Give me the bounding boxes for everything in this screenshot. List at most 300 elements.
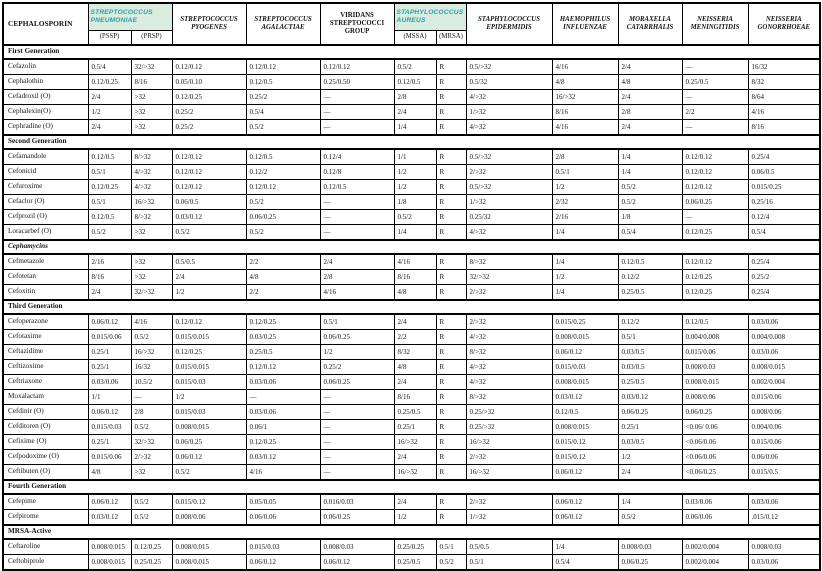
mic-value-cell: 0.12/0.25: [246, 435, 320, 450]
mic-value-cell: R: [436, 494, 466, 510]
table-row: [3, 254, 820, 270]
table-row: [3, 360, 820, 375]
mic-value-cell: 0.015/0.25: [748, 180, 820, 195]
mic-value-cell: 0.03/0.5: [618, 360, 682, 375]
mic-value-cell: R: [436, 390, 466, 405]
table-row: [3, 330, 820, 345]
mic-value-cell: 0.5/2: [618, 180, 682, 195]
mic-value-cell: 0.008/0.015: [172, 420, 246, 435]
mic-value-cell: 0.25/2: [172, 120, 246, 136]
mic-value-cell: >32: [131, 270, 172, 285]
mic-value-cell: 0.5/1: [552, 165, 618, 180]
mic-value-cell: 0.03/0.06: [88, 375, 131, 390]
mic-value-cell: 0.06/0.25: [320, 510, 394, 526]
mic-value-cell: R: [436, 420, 466, 435]
mic-value-cell: 2/>32: [466, 450, 552, 465]
mic-value-cell: 8/>32: [466, 345, 552, 360]
mic-value-cell: 0.12/0.5: [552, 405, 618, 420]
mic-value-cell: R: [436, 165, 466, 180]
table-body: [3, 45, 820, 570]
mic-value-cell: 0.06/0.12: [552, 465, 618, 481]
mic-value-cell: 2/8: [618, 105, 682, 120]
mic-value-cell: 0.5/2: [394, 59, 436, 75]
mic-value-cell: 0.03/0.25: [246, 330, 320, 345]
mic-value-cell: 8/32: [748, 75, 820, 90]
mic-value-cell: 0.25/2: [320, 360, 394, 375]
mic-value-cell: 0.03/0.12: [246, 450, 320, 465]
mic-value-cell: 0.25/2: [748, 270, 820, 285]
mic-value-cell: 0.008/0.015: [172, 539, 246, 555]
mic-value-cell: 0.12/2: [246, 165, 320, 180]
mic-value-cell: 1/8: [394, 195, 436, 210]
mic-value-cell: 4/8: [394, 360, 436, 375]
mic-value-cell: 0.03/0.12: [552, 390, 618, 405]
mic-value-cell: 0.12/0.25: [172, 345, 246, 360]
mic-value-cell: 0.06/0.5: [748, 165, 820, 180]
mic-value-cell: 8/16: [394, 390, 436, 405]
mic-value-cell: 2/16: [88, 254, 131, 270]
mic-value-cell: 0.016/0.03: [320, 494, 394, 510]
mic-value-cell: R: [436, 314, 466, 330]
mic-value-cell: —: [682, 120, 748, 136]
mic-value-cell: —: [682, 90, 748, 105]
mic-value-cell: 0.015/0.03: [246, 539, 320, 555]
mic-value-cell: 2/>32: [466, 314, 552, 330]
mic-value-cell: 2/4: [394, 314, 436, 330]
section-title: Cephamycins: [3, 240, 820, 254]
table-row: [3, 285, 820, 301]
mic-value-cell: 0.12/0.5: [682, 314, 748, 330]
mic-value-cell: 2/>32: [466, 285, 552, 301]
drug-name-cell: Cefamandole: [3, 149, 88, 165]
drug-name-cell: Ceftobiprole: [3, 555, 88, 571]
column-header-m-catarrhalis: MORAXELLA CATARRHALIS: [618, 3, 682, 45]
mic-value-cell: 2/4: [394, 450, 436, 465]
mic-value-cell: —: [320, 210, 394, 225]
mic-value-cell: —: [320, 405, 394, 420]
mic-value-cell: 1/4: [552, 285, 618, 301]
drug-name-cell: Ceftizoxime: [3, 360, 88, 375]
mic-value-cell: 0.5/2: [172, 225, 246, 241]
mic-value-cell: 0.015/0.06: [88, 330, 131, 345]
mic-value-cell: 0.06/0.25: [320, 375, 394, 390]
mic-value-cell: 8/64: [748, 90, 820, 105]
mic-value-cell: 0.12/0.12: [246, 180, 320, 195]
drug-name-cell: Ceftazidime: [3, 345, 88, 360]
mic-value-cell: 0.008/0.06: [172, 510, 246, 526]
header-row-main: [3, 3, 820, 31]
drug-name-cell: Cefaclor (O): [3, 195, 88, 210]
mic-value-cell: 0.015/0.25: [552, 314, 618, 330]
column-header-s-aureus: STAPHYLOCOCCUS AUREUS: [394, 3, 466, 31]
mic-value-cell: 0.015/0.06: [748, 435, 820, 450]
mic-value-cell: >32: [131, 120, 172, 136]
mic-value-cell: 4/16: [552, 59, 618, 75]
mic-value-cell: 0.5/2: [394, 210, 436, 225]
drug-name-cell: Cefmetazole: [3, 254, 88, 270]
mic-value-cell: 0.06/0.5: [172, 195, 246, 210]
column-header-n-gonorrhoeae: NEISSERIA GONORRHOEAE: [748, 3, 820, 45]
mic-value-cell: 1/>32: [466, 510, 552, 526]
subheader-prsp: (PRSP): [131, 31, 172, 46]
column-header-s-pneumoniae: STREPTOCOCCUS PNEUMONIAE: [88, 3, 172, 31]
mic-value-cell: 0.008/0.03: [618, 539, 682, 555]
mic-value-cell: 0.12/0.12: [682, 149, 748, 165]
mic-value-cell: 8/>32: [131, 210, 172, 225]
mic-value-cell: 0.12/0.12: [682, 165, 748, 180]
mic-value-cell: 8/>32: [131, 149, 172, 165]
mic-value-cell: 0.5/2: [131, 420, 172, 435]
mic-value-cell: R: [436, 270, 466, 285]
mic-value-cell: 0.06/0.25: [172, 435, 246, 450]
mic-value-cell: 0.5/4: [88, 59, 131, 75]
table-row: [3, 270, 820, 285]
subheader-pssp: (PSSP): [88, 31, 131, 46]
mic-value-cell: 0.03/0.06: [748, 494, 820, 510]
table-row: [3, 450, 820, 465]
mic-value-cell: R: [436, 465, 466, 481]
mic-value-cell: 0.25/1: [88, 360, 131, 375]
mic-value-cell: .015/0.12: [748, 510, 820, 526]
mic-value-cell: 2/4: [172, 270, 246, 285]
mic-value-cell: 2/8: [394, 90, 436, 105]
drug-name-cell: Cefoperazone: [3, 314, 88, 330]
mic-value-cell: 8/16: [552, 105, 618, 120]
mic-value-cell: 0.12/0.12: [172, 149, 246, 165]
section-title: Second Generation: [3, 135, 820, 149]
mic-value-cell: 0.015/0.5: [748, 465, 820, 481]
mic-value-cell: 0.25/>32: [466, 420, 552, 435]
drug-name-cell: Ceftaroline: [3, 539, 88, 555]
table-row: [3, 345, 820, 360]
mic-value-cell: 0.06/0.25: [618, 555, 682, 571]
mic-value-cell: —: [131, 390, 172, 405]
mic-value-cell: —: [320, 120, 394, 136]
mic-value-cell: 0.12/0.25: [682, 285, 748, 301]
drug-name-cell: Cefazolin: [3, 59, 88, 75]
mic-value-cell: 0.015/0.03: [172, 375, 246, 390]
mic-value-cell: 1/4: [394, 120, 436, 136]
mic-value-cell: 0.12/0.12: [320, 59, 394, 75]
mic-value-cell: 8/16: [394, 270, 436, 285]
mic-value-cell: 0.12/0.12: [246, 360, 320, 375]
mic-value-cell: 0.12/0.5: [320, 180, 394, 195]
mic-value-cell: >32: [131, 254, 172, 270]
table-row: [3, 510, 820, 526]
mic-value-cell: 0.12/0.12: [172, 59, 246, 75]
mic-value-cell: 4/>32: [466, 90, 552, 105]
mic-value-cell: 0.25/32: [466, 210, 552, 225]
mic-value-cell: 0.5/1: [466, 555, 552, 571]
drug-name-cell: Cephalexin(O): [3, 105, 88, 120]
section-row: [3, 525, 820, 539]
drug-name-cell: Cefotaxime: [3, 330, 88, 345]
mic-value-cell: 0.06/0.12: [246, 555, 320, 571]
mic-value-cell: 0.12/0.25: [131, 539, 172, 555]
mic-value-cell: 0.06/0.12: [88, 405, 131, 420]
mic-value-cell: 2/4: [618, 120, 682, 136]
mic-value-cell: 4/>32: [466, 360, 552, 375]
mic-value-cell: 8/>32: [466, 254, 552, 270]
mic-value-cell: 4/16: [246, 465, 320, 481]
drug-name-cell: Cefotetan: [3, 270, 88, 285]
mic-value-cell: 0.03/0.06: [682, 494, 748, 510]
mic-value-cell: R: [436, 75, 466, 90]
subheader-mrsa: (MRSA): [436, 31, 466, 46]
mic-value-cell: >32: [131, 105, 172, 120]
mic-value-cell: 0.25/2: [172, 105, 246, 120]
mic-value-cell: 0.008/0.03: [320, 539, 394, 555]
mic-value-cell: 0.25/0.5: [246, 345, 320, 360]
mic-value-cell: 0.002/0.004: [682, 555, 748, 571]
mic-value-cell: 0.12/0.12: [172, 180, 246, 195]
table-row: [3, 105, 820, 120]
mic-value-cell: 1/2: [172, 390, 246, 405]
section-row: [3, 300, 820, 314]
mic-value-cell: 0.06/0.06: [748, 450, 820, 465]
mic-value-cell: 0.25/1: [88, 345, 131, 360]
mic-value-cell: 0.015/0.12: [552, 450, 618, 465]
mic-value-cell: 0.12/8: [320, 165, 394, 180]
mic-value-cell: 4/8: [552, 75, 618, 90]
mic-value-cell: 0.03/0.06: [748, 555, 820, 571]
mic-value-cell: R: [436, 375, 466, 390]
mic-value-cell: 4/>32: [131, 165, 172, 180]
mic-value-cell: 0.5/1: [436, 539, 466, 555]
mic-value-cell: 0.12/4: [320, 149, 394, 165]
mic-value-cell: 4/16: [748, 105, 820, 120]
mic-value-cell: 0.5/>32: [466, 180, 552, 195]
mic-value-cell: 0.25/1: [394, 420, 436, 435]
drug-name-cell: Cephalothin: [3, 75, 88, 90]
table-row: [3, 59, 820, 75]
mic-value-cell: 0.5/2: [172, 465, 246, 481]
mic-value-cell: 0.12/2: [618, 270, 682, 285]
column-header-viridans-group: VIRIDANS STREPTOCOCCI GROUP: [320, 3, 394, 45]
mic-value-cell: 16/32: [748, 59, 820, 75]
mic-value-cell: 0.015/0.015: [172, 330, 246, 345]
mic-value-cell: —: [320, 435, 394, 450]
mic-value-cell: R: [436, 510, 466, 526]
mic-value-cell: 0.12/0.5: [88, 149, 131, 165]
mic-value-cell: 0.5/1: [88, 165, 131, 180]
mic-value-cell: 1/2: [172, 285, 246, 301]
mic-value-cell: 0.06/0.06: [246, 510, 320, 526]
mic-value-cell: 1/>32: [466, 195, 552, 210]
mic-value-cell: 0.25/0.5: [394, 555, 436, 571]
mic-value-cell: 0.06/0.12: [88, 494, 131, 510]
mic-value-cell: 0.015/0.12: [172, 494, 246, 510]
mic-value-cell: <0.06/ 0.06: [682, 420, 748, 435]
mic-value-cell: 2/4: [88, 120, 131, 136]
mic-value-cell: 0.06/0.12: [552, 510, 618, 526]
table-row: [3, 225, 820, 241]
mic-value-cell: 2/2: [394, 330, 436, 345]
mic-value-cell: —: [320, 195, 394, 210]
mic-value-cell: 0.25/0.5: [618, 375, 682, 390]
mic-value-cell: 0.12/0.5: [246, 75, 320, 90]
mic-value-cell: 0.12/0.12: [246, 59, 320, 75]
mic-value-cell: >32: [131, 465, 172, 481]
mic-value-cell: >32: [131, 90, 172, 105]
mic-value-cell: 0.015/0.03: [88, 420, 131, 435]
mic-value-cell: R: [436, 120, 466, 136]
mic-value-cell: 0.5/2: [131, 510, 172, 526]
table-row: [3, 75, 820, 90]
mic-value-cell: 0.008/0.03: [682, 360, 748, 375]
mic-value-cell: R: [436, 59, 466, 75]
table-row: [3, 210, 820, 225]
mic-value-cell: 2/8: [552, 149, 618, 165]
mic-value-cell: —: [682, 59, 748, 75]
mic-value-cell: 1/4: [394, 225, 436, 241]
mic-value-cell: 0.12/0.5: [618, 254, 682, 270]
section-title: Fourth Generation: [3, 480, 820, 494]
mic-value-cell: 10.5/2: [131, 375, 172, 390]
mic-value-cell: 0.25/1: [88, 435, 131, 450]
mic-value-cell: 0.5/2: [436, 555, 466, 571]
section-row: [3, 240, 820, 254]
mic-value-cell: 0.008/0.015: [88, 539, 131, 555]
mic-value-cell: 0.06/0.12: [552, 494, 618, 510]
column-header-s-agalactiae: STREPTOCOCCUS AGALACTIAE: [246, 3, 320, 45]
mic-value-cell: 0.015/0.06: [748, 390, 820, 405]
mic-value-cell: 2/>32: [131, 450, 172, 465]
drug-name-cell: Cefuroxime: [3, 180, 88, 195]
mic-value-cell: 0.008/0.015: [552, 375, 618, 390]
mic-value-cell: 2/4: [88, 285, 131, 301]
mic-value-cell: 2/4: [618, 90, 682, 105]
mic-value-cell: 2/4: [618, 59, 682, 75]
mic-value-cell: 0.12/0.12: [682, 180, 748, 195]
mic-value-cell: —: [320, 450, 394, 465]
table-row: [3, 149, 820, 165]
mic-value-cell: <0.06/0.06: [682, 435, 748, 450]
mic-value-cell: 1/2: [394, 165, 436, 180]
mic-value-cell: 0.12/0.5: [394, 75, 436, 90]
mic-value-cell: 0.015/0.03: [172, 405, 246, 420]
mic-value-cell: 16/32: [131, 360, 172, 375]
column-header-h-influenzae: HAEMOPHILUS INFLUENZAE: [552, 3, 618, 45]
mic-value-cell: 0.03/0.12: [618, 390, 682, 405]
mic-value-cell: 0.25/0.25: [394, 539, 436, 555]
mic-value-cell: R: [436, 405, 466, 420]
mic-value-cell: 0.5/0.5: [466, 539, 552, 555]
mic-value-cell: 1/1: [88, 390, 131, 405]
mic-value-cell: 0.015/0.12: [552, 435, 618, 450]
mic-value-cell: 2/16: [552, 210, 618, 225]
table-row: [3, 90, 820, 105]
table-row: [3, 539, 820, 555]
table-row: [3, 375, 820, 390]
mic-value-cell: 0.06/0.25: [618, 405, 682, 420]
column-header-n-meningitidis: NEISSERIA MENINGITIDIS: [682, 3, 748, 45]
mic-value-cell: 0.008/0.015: [172, 555, 246, 571]
mic-value-cell: 0.25/0.5: [682, 75, 748, 90]
mic-value-cell: <0.06/0.25: [682, 465, 748, 481]
mic-value-cell: 8/16: [748, 120, 820, 136]
mic-value-cell: R: [436, 90, 466, 105]
drug-name-cell: Cephradine (O): [3, 120, 88, 136]
mic-value-cell: 16/>32: [394, 465, 436, 481]
mic-value-cell: 1/2: [394, 180, 436, 195]
mic-value-cell: R: [436, 330, 466, 345]
mic-value-cell: R: [436, 180, 466, 195]
section-title: First Generation: [3, 45, 820, 59]
mic-value-cell: 1/4: [618, 494, 682, 510]
mic-value-cell: 0.002/0.004: [748, 375, 820, 390]
mic-value-cell: 0.004/0.008: [682, 330, 748, 345]
mic-value-cell: 0.05/0.05: [246, 494, 320, 510]
mic-value-cell: 0.008/0.015: [552, 420, 618, 435]
mic-value-cell: —: [320, 90, 394, 105]
mic-value-cell: 2/2: [246, 285, 320, 301]
mic-value-cell: 0.5/1: [320, 314, 394, 330]
mic-value-cell: 0.06/0.12: [552, 345, 618, 360]
table-row: [3, 494, 820, 510]
mic-value-cell: 4/>32: [466, 330, 552, 345]
mic-value-cell: 4/16: [320, 285, 394, 301]
table-header: [3, 3, 820, 45]
mic-value-cell: 2/2: [682, 105, 748, 120]
table-row: [3, 165, 820, 180]
mic-value-cell: 1/4: [552, 225, 618, 241]
table-row: [3, 120, 820, 136]
mic-value-cell: 4/16: [131, 314, 172, 330]
mic-value-cell: 4/8: [618, 75, 682, 90]
mic-value-cell: 0.25/4: [748, 149, 820, 165]
mic-value-cell: 0.015/0.06: [682, 345, 748, 360]
section-title: Third Generation: [3, 300, 820, 314]
mic-value-cell: R: [436, 450, 466, 465]
mic-value-cell: 0.008/0.015: [88, 555, 131, 571]
mic-value-cell: 32/>32: [131, 435, 172, 450]
mic-value-cell: 1/4: [552, 539, 618, 555]
mic-value-cell: 2/4: [320, 254, 394, 270]
mic-value-cell: 0.25/0.25: [131, 555, 172, 571]
mic-value-cell: 0.25/0.50: [320, 75, 394, 90]
table-row: [3, 390, 820, 405]
mic-value-cell: 32/>32: [131, 59, 172, 75]
mic-value-cell: 16/>32: [466, 435, 552, 450]
mic-value-cell: 0.12/0.25: [682, 270, 748, 285]
mic-value-cell: 0.03/0.12: [88, 510, 131, 526]
mic-value-cell: 32/>32: [466, 270, 552, 285]
mic-value-cell: 0.5/>32: [466, 59, 552, 75]
mic-value-cell: 1/1: [394, 149, 436, 165]
mic-value-cell: 2/8: [320, 270, 394, 285]
mic-value-cell: 4/8: [394, 285, 436, 301]
mic-value-cell: R: [436, 195, 466, 210]
mic-value-cell: 0.03/0.06: [246, 375, 320, 390]
mic-value-cell: R: [436, 210, 466, 225]
mic-value-cell: R: [436, 360, 466, 375]
drug-name-cell: Cefpirome: [3, 510, 88, 526]
drug-name-cell: Cefoxitin: [3, 285, 88, 301]
mic-value-cell: 0.12/0.5: [88, 210, 131, 225]
drug-name-cell: Cefprozil (O): [3, 210, 88, 225]
mic-value-cell: 0.5/4: [552, 555, 618, 571]
drug-name-cell: Cefixime (O): [3, 435, 88, 450]
mic-value-cell: 16/>32: [466, 465, 552, 481]
mic-value-cell: 0.12/0.12: [682, 254, 748, 270]
mic-value-cell: —: [320, 465, 394, 481]
mic-value-cell: 0.015/0.06: [88, 450, 131, 465]
mic-value-cell: R: [436, 435, 466, 450]
mic-value-cell: 4/>32: [466, 375, 552, 390]
mic-value-cell: 0.015/0.015: [172, 360, 246, 375]
mic-value-cell: 32/>32: [131, 285, 172, 301]
